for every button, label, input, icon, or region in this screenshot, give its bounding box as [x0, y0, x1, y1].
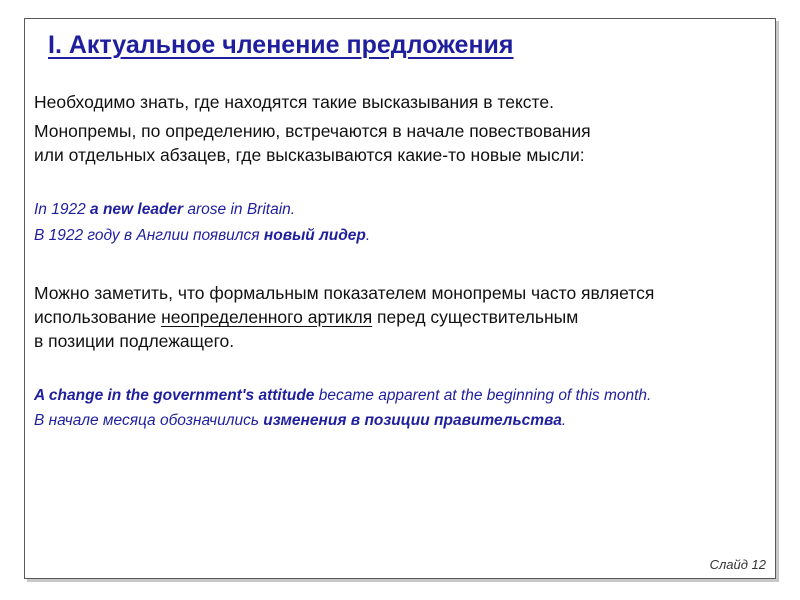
- example-2-russian-pre: В начале месяца обозначились: [34, 412, 264, 429]
- example-1-russian: [34, 227, 370, 245]
- monoreme-definition-line-2: или отдельных абзацев, где высказываются какие-то новые мысли:: [34, 145, 585, 165]
- example-1-english-pre: In 1922: [34, 201, 91, 218]
- slide-number: Слайд 12: [709, 557, 766, 572]
- formal-indicator-line-2-post: перед существительным: [372, 307, 579, 327]
- example-2-russian-post: .: [561, 412, 567, 429]
- example-1-english: [34, 201, 295, 219]
- monoreme-definition-line-1: Монопремы, по определению, встречаются в начале повествования: [34, 121, 591, 141]
- example-2-english: [34, 387, 651, 405]
- formal-indicator-line-2: [34, 305, 578, 329]
- formal-indicator-line-2-pre: использование: [34, 307, 162, 327]
- formal-indicator-line-3: в позиции подлежащего.: [34, 331, 235, 351]
- example-2-english-highlight: A change in the government's attitude: [34, 387, 315, 404]
- intro-paragraph: Необходимо знать, где находятся такие высказывания в тексте.: [34, 92, 554, 112]
- example-2-russian: [34, 412, 566, 430]
- slide-title: I. Актуальное членение предложения: [48, 31, 514, 59]
- formal-indicator-line-1: Можно заметить, что формальным показателем монопремы часто является: [34, 283, 655, 303]
- indefinite-article-underlined: неопределенного артикля: [161, 307, 373, 327]
- example-1-russian-highlight: новый лидер: [263, 227, 366, 244]
- example-2-russian-highlight: изменения в позиции правительства: [263, 412, 562, 429]
- example-1-russian-post: .: [365, 227, 371, 244]
- example-1-russian-pre: В 1922 году в Англии появился: [34, 227, 264, 244]
- example-1-english-highlight: a new leader: [90, 201, 184, 218]
- example-2-english-post: became apparent at the beginning of this month.: [314, 387, 652, 404]
- example-1-english-post: arose in Britain.: [183, 201, 296, 218]
